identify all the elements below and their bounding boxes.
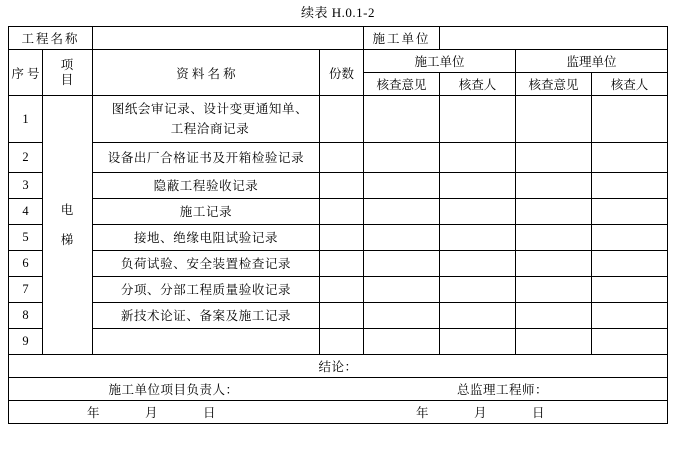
row-construction-opinion[interactable]: [363, 143, 439, 173]
table-row: [9, 173, 668, 199]
table-row: [9, 329, 668, 355]
row-supervision-checker[interactable]: [591, 199, 667, 225]
row-data-name: 负荷试验、安全装置检查记录: [93, 251, 320, 277]
row-construction-checker[interactable]: [439, 199, 515, 225]
row-supervision-opinion[interactable]: [515, 143, 591, 173]
row-supervision-checker[interactable]: [591, 96, 667, 143]
row-construction-opinion[interactable]: [363, 96, 439, 143]
row-supervision-opinion[interactable]: [515, 303, 591, 329]
row-construction-checker[interactable]: [439, 329, 515, 355]
row-supervision-opinion[interactable]: [515, 173, 591, 199]
row-data-name: 设备出厂合格证书及开箱检验记录: [93, 143, 320, 173]
row-construction-checker[interactable]: [439, 251, 515, 277]
date-year-label: 年: [416, 406, 429, 420]
table-row: [9, 277, 668, 303]
item-category-elevator: [43, 96, 93, 355]
row-copies[interactable]: [319, 251, 363, 277]
table-row: [9, 251, 668, 277]
column-header-supervision-opinion: 核查意见: [515, 73, 591, 96]
supervision-date: [338, 403, 667, 421]
conclusion-row: [9, 355, 668, 378]
supervision-signer-label: 总监理工程师：: [456, 383, 548, 397]
row-data-name: 分项、分部工程质量验收记录: [93, 277, 320, 303]
date-year-label: 年: [87, 406, 100, 420]
construction-signer-label: 施工单位项目负责人：: [108, 383, 239, 397]
row-data-name[interactable]: [93, 329, 320, 355]
table-row: [9, 303, 668, 329]
row-construction-checker[interactable]: [439, 303, 515, 329]
row-construction-opinion[interactable]: [363, 225, 439, 251]
row-seq: 1: [9, 96, 43, 143]
table-row: [9, 143, 668, 173]
row-copies[interactable]: [319, 329, 363, 355]
row-supervision-checker[interactable]: [591, 225, 667, 251]
conclusion-field[interactable]: [9, 355, 668, 378]
date-month-label: 月: [145, 406, 158, 420]
column-header-data-name: 资 料 名 称: [93, 50, 320, 96]
row-data-name: 接地、绝缘电阻试验记录: [93, 225, 320, 251]
row-supervision-opinion[interactable]: [515, 96, 591, 143]
column-header-seq: 序 号: [9, 50, 43, 96]
date-month-label: 月: [474, 406, 487, 420]
column-header-construction-opinion: 核查意见: [363, 73, 439, 96]
date-day-label: 日: [203, 406, 216, 420]
row-seq: 7: [9, 277, 43, 303]
row-seq: 5: [9, 225, 43, 251]
construction-unit-label: 施工单位: [363, 27, 439, 50]
row-copies[interactable]: [319, 96, 363, 143]
project-name-label: 工程名称: [9, 27, 93, 50]
conclusion-label: 结论：: [318, 360, 358, 374]
row-supervision-checker[interactable]: [591, 329, 667, 355]
row-seq: 9: [9, 329, 43, 355]
row-seq: 3: [9, 173, 43, 199]
table-row: [9, 225, 668, 251]
row-construction-opinion[interactable]: [363, 199, 439, 225]
row-seq: 4: [9, 199, 43, 225]
item-label-char1: 电: [60, 203, 75, 217]
row-supervision-checker[interactable]: [591, 143, 667, 173]
row-construction-opinion[interactable]: [363, 303, 439, 329]
date-row: [9, 401, 668, 424]
column-header-item: 项 目: [43, 50, 93, 96]
row-supervision-checker[interactable]: [591, 251, 667, 277]
row-construction-checker[interactable]: [439, 143, 515, 173]
column-header-supervision-checker: 核查人: [591, 73, 667, 96]
row-data-name: 隐蔽工程验收记录: [93, 173, 320, 199]
row-construction-opinion[interactable]: [363, 173, 439, 199]
row-supervision-opinion[interactable]: [515, 225, 591, 251]
row-seq: 6: [9, 251, 43, 277]
column-header-copies: 份数: [319, 50, 363, 96]
row-supervision-opinion[interactable]: [515, 251, 591, 277]
signature-row: [9, 378, 668, 401]
table-row: [9, 199, 668, 225]
table-row: [9, 96, 668, 143]
page-title: 续表 H.0.1-2: [301, 5, 375, 20]
row-construction-opinion[interactable]: [363, 329, 439, 355]
construction-unit-value[interactable]: [439, 27, 667, 50]
records-form-table: [8, 26, 668, 424]
row-supervision-checker[interactable]: [591, 303, 667, 329]
row-copies[interactable]: [319, 303, 363, 329]
row-supervision-opinion[interactable]: [515, 277, 591, 303]
row-copies[interactable]: [319, 143, 363, 173]
row-copies[interactable]: [319, 277, 363, 303]
row-data-name: 图纸会审记录、设计变更通知单、工程洽商记录: [93, 96, 320, 143]
row-supervision-checker[interactable]: [591, 277, 667, 303]
row-seq: 2: [9, 143, 43, 173]
row-construction-opinion[interactable]: [363, 251, 439, 277]
row-construction-checker[interactable]: [439, 277, 515, 303]
row-copies[interactable]: [319, 173, 363, 199]
item-label-char2: 梯: [60, 233, 75, 247]
project-name-value[interactable]: [93, 27, 364, 50]
row-supervision-opinion[interactable]: [515, 199, 591, 225]
row-data-name: 施工记录: [93, 199, 320, 225]
row-construction-checker[interactable]: [439, 96, 515, 143]
construction-date: [9, 403, 338, 421]
row-data-name: 新技术论证、备案及施工记录: [93, 303, 320, 329]
row-seq: 8: [9, 303, 43, 329]
row-construction-checker[interactable]: [439, 225, 515, 251]
row-copies[interactable]: [319, 225, 363, 251]
column-header-group-supervision: 监理单位: [515, 50, 667, 73]
header-row-project: [9, 27, 668, 50]
column-header-construction-checker: 核查人: [439, 73, 515, 96]
header-row-columns-top: [9, 50, 668, 73]
column-header-group-construction: 施工单位: [363, 50, 515, 73]
row-supervision-opinion[interactable]: [515, 329, 591, 355]
date-field[interactable]: [9, 401, 668, 424]
row-copies[interactable]: [319, 199, 363, 225]
row-supervision-checker[interactable]: [591, 173, 667, 199]
signature-field[interactable]: [9, 378, 668, 401]
row-construction-opinion[interactable]: [363, 277, 439, 303]
date-day-label: 日: [532, 406, 545, 420]
row-construction-checker[interactable]: [439, 173, 515, 199]
